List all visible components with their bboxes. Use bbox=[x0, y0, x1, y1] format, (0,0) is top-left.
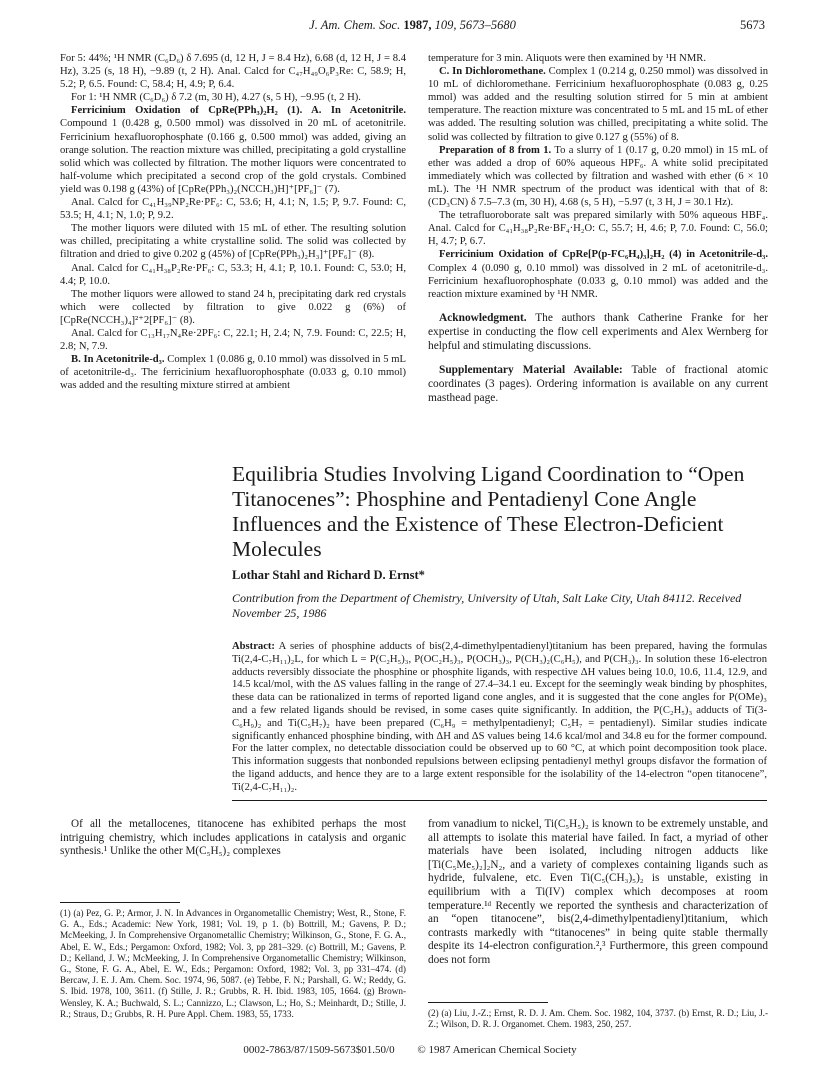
paragraph bbox=[60, 91, 406, 104]
paragraph bbox=[428, 248, 768, 300]
footer-copyright: © 1987 American Chemical Society bbox=[417, 1044, 577, 1056]
paragraph-heading: Acknowledgment. bbox=[439, 311, 527, 324]
article-authors: Lothar Stahl and Richard D. Ernst* bbox=[232, 568, 425, 582]
running-header bbox=[60, 18, 765, 38]
journal-name: J. Am. Chem. Soc. bbox=[309, 18, 401, 32]
paragraph-text: The mother liquors were allowed to stand 24 h, precipitating dark red crystals which were collected by filtration to give 0.022 g (6%) of [CpRe(NCCH₃)₄]²⁺2[PF₆]⁻ (8). bbox=[60, 288, 406, 326]
paragraph-text: The tetrafluoroborate salt was prepared similarly with 50% aqueous HBF₄. Anal. Calcd for C₄₁H₃₈P₂Re·BF₄·H₂O: C, 55.7; H, 4.6; P, 7.0. Found: C, 56.0; H, 4.7; P, 6.7. bbox=[428, 210, 768, 248]
paragraph-text: temperature for 3 min. Aliquots were then examined by ¹H NMR. bbox=[428, 53, 706, 64]
paragraph bbox=[60, 104, 406, 196]
paragraph-text: To a slurry of 1 (0.17 g, 0.20 mmol) in 15 mL of ether was added a drop of 60% aqueous HPF₆. A white solid precipitated immediately which was collected by filtration and washed with ether (6 × 10 mL). The ¹H NMR spectrum of the product was identical with that of 8: (CD₃CN) δ 7.5–7.3 (m, 30 H), 4.68 (s, 5 H), −5.97 (t, 3 H, J = 30.1 Hz). bbox=[428, 144, 768, 209]
footer-code: 0002-7863/87/1509-5673$01.50/0 bbox=[243, 1044, 395, 1056]
intro-left-column bbox=[60, 818, 406, 859]
article-affiliation: Contribution from the Department of Chemistry, University of Utah, Salt Lake City, Utah 84112. Received November 25, 1986 bbox=[232, 591, 742, 620]
paragraph-gap bbox=[428, 301, 768, 311]
paragraph bbox=[60, 222, 406, 261]
paragraph-text: Anal. Calcd for C₁₃H₁₇N₄Re·2PF₆: C, 22.1; H, 2.4; N, 7.9. Found: C, 22.5; H, 2.8; N, 7.9. bbox=[60, 327, 406, 353]
paragraph bbox=[60, 327, 406, 353]
paragraph-text: Anal. Calcd for C₄₁H₃₈P₂Re·PF₆: C, 53.3; H, 4.1; P, 10.1. Found: C, 53.0; H, 4.4; P, 10.0. bbox=[60, 262, 406, 287]
paragraph-heading: Ferricinium Oxidation of CpRe[P(p-FC₆H₄)₃]₂H₂ (4) in Acetonitrile-d₃. bbox=[439, 249, 768, 261]
footnote-rule-right bbox=[428, 1002, 548, 1003]
paragraph bbox=[60, 196, 406, 222]
journal-volume-pages: 109, 5673–5680 bbox=[434, 18, 516, 32]
paragraph bbox=[60, 353, 406, 392]
paragraph-text: Compound 1 (0.428 g, 0.500 mmol) was dissolved in 20 mL of acetonitrile. Ferricinium hexafluorophosphate (0.166 g, 0.500 mmol) was added, giving an orange solution. The reaction mixture was chilled, precipitating a gold crystalline solid which was collected by filtration. The mother liquors were concentrated to half-volume which precipitated a second crop of the gold crystals. Combined yield was 0.198 g (43%) of [CpRe(PPh₃)₂(NCCH₃)H]⁺[PF₆]⁻ (7). bbox=[60, 118, 406, 195]
paragraph bbox=[60, 262, 406, 288]
paragraph-heading: Ferricinium Oxidation of CpRe(PPh₃)₂H₂ (1). A. In Acetonitrile. bbox=[71, 105, 406, 117]
paragraph-text: Anal. Calcd for C₄₁H₃₉NP₂Re·PF₆: C, 53.6; H, 4.1; N, 1.5; P, 9.7. Found: C, 53.5; H, 4.1; N, 1.0; P, 9.2. bbox=[60, 197, 406, 222]
paragraph-heading: Preparation of 8 from 1. bbox=[439, 144, 552, 156]
paragraph-gap bbox=[428, 353, 768, 363]
page-footer bbox=[0, 1044, 820, 1056]
abstract-text: A series of phosphine adducts of bis(2,4-dimethylpentadienyl)titanium has been prepared, having the formulas Ti(2,4-C₇H₁₁)₂L, for which L = P(C₂H₅)₃, P(OC₂H₅)₃, P(OCH₃)₃, P(CH₃)₂(C₆H₅), and P(CH₃)₃. In solution these 16-electron adducts reversibly dissociate the phosphine or phosphite ligands, with respective ΔH values being 10.0, 10.6, 11.4, 12.9, and 14.5 kcal/mol, with the ΔS values falling in the range of 27.4–34.1 eu. Except for the seemingly weak binding by phosphites, these data can be rationalized in terms of reported ligand cone angles, and it is suggested that the cone angles for P(OMe)₃ and a few related ligands should be revised, in some cases quite significantly. In addition, the P(C₂H₅)₃ adducts of Ti(3-C₆H₉)₂ and Ti(C₅H₇)₂ have been prepared (C₆H₉ = methylpentadienyl; C₅H₇ = pentadienyl). Similar studies indicate significantly enhanced phosphine binding, with ΔH and ΔS values being 14.6 kcal/mol and 34.8 eu for the former compound. For the latter complex, no detectable dissociation could be observed up to 60 °C, at which point decomposition took place. This information suggests that nonbonded repulsions between eclipsing pentadienyl methyl groups disfavor the formation of the ligand adducts, and hence they are to a large extent responsible for the isolability of the 14-electron “open titanocene”, Ti(2,4-C₇H₁₁)₂. bbox=[232, 641, 767, 793]
paragraph bbox=[60, 288, 406, 327]
experimental-left-column bbox=[60, 52, 406, 392]
intro-right-column bbox=[428, 818, 768, 968]
abstract-label: Abstract: bbox=[232, 641, 275, 652]
paragraph-text: Complex 4 (0.090 g, 0.10 mmol) was dissolved in 2 mL of acetonitrile-d₃. Ferricinium hexafluorophosphate (0.033 g, 0.10 mmol) was added and the reaction mixture examined by ¹H NMR. bbox=[428, 262, 768, 300]
intro-paragraph-left: Of all the metallocenes, titanocene has exhibited perhaps the most intriguing chemistry, which includes applications in catalysis and organic synthesis.¹ Unlike the other M(C₅H₅)₂ complexes bbox=[60, 818, 406, 858]
paragraph-text: The mother liquors were diluted with 15 mL of ether. The resulting solution was chilled, precipitating a white crystalline solid. The solid was collected by filtration and dried to give 0.202 g (45%) of [CpRe(PPh₃)₂H₃]⁺[PF₆]⁻ (8). bbox=[60, 223, 406, 261]
abstract-rule bbox=[232, 800, 767, 801]
footnote-rule-left bbox=[60, 902, 180, 903]
paragraph bbox=[428, 52, 768, 65]
journal-year: 1987, bbox=[403, 18, 432, 32]
article-title: Equilibria Studies Involving Ligand Coordination to “Open Titanocenes”: Phosphine and Pentadienyl Cone Angle Influences and the Existence of These Electron-Deficient Molecules bbox=[232, 462, 745, 561]
paragraph-heading: Supplementary Material Available: bbox=[439, 363, 623, 376]
intro-paragraph-right: from vanadium to nickel, Ti(C₅H₅)₂ is known to be extremely unstable, and all attempts to isolate this material have failed. In fact, a myriad of other materials have been isolated, including nitrogen adducts like [Ti(C₅Me₅)₂]₂N₂, and a variety of complexes containing ligands such as hydride, fulvalene, etc. Even Ti(C₅(CH₃)₅)₂ is unstable, existing in equilibrium with a Ti(IV) complex which decomposes at room temperature.¹ᵈ Recently we reported the synthesis and characterization of an “open titanocene”, bis(2,4-dimethylpentadienyl)titanium, which contrasts markedly with “titanocenes” in being quite stable thermally despite its 14-electron configuration.²,³ Furthermore, this green compound does not form bbox=[428, 818, 768, 966]
paragraph bbox=[428, 363, 768, 405]
footnote-2: (2) (a) Liu, J.-Z.; Ernst, R. D. J. Am. Chem. Soc. 1982, 104, 3737. (b) Ernst, R. D.; Liu, J.-Z.; Wilson, D. R. J. Organomet. Chem. 1983, 250, 257. bbox=[428, 1008, 768, 1030]
paragraph-heading: C. In Dichloromethane. bbox=[439, 66, 546, 78]
paragraph-text: The authors thank Catherine Franke for her expertise in conducting the flow cell experiments and Alex Wernberg for helpful and stimulating discussions. bbox=[428, 311, 768, 352]
paragraph bbox=[428, 209, 768, 248]
paragraph-text: For 5: 44%; ¹H NMR (C₆D₆) δ 7.695 (d, 12 H, J = 8.4 Hz), 6.68 (d, 12 H, J = 8.4 Hz), 3.25 (s, 18 H), −9.89 (t, 2 H). Anal. Calcd for C₄₇H₄₉O₆P₃Re: C, 58.9; H, 5.2; P, 6.5. Found: C, 58.4; H, 4.9; P, 6.4. bbox=[60, 53, 406, 91]
abstract bbox=[232, 641, 767, 795]
paragraph-text: For 1: ¹H NMR (C₆D₆) δ 7.2 (m, 30 H), 4.27 (s, 5 H), −9.95 (t, 2 H). bbox=[71, 92, 361, 104]
footnote-1: (1) (a) Pez, G. P.; Armor, J. N. In Advances in Organometallic Chemistry; West, R., Stone, F. G. A., Eds.; Academic: New York, 1981; Vol. 19, p 1. (b) Bottrill, M.; Gavens, P. D.; McMeeking, J. In Comprehensive Organometallic Chemistry; Wilkinson, G., Stone, F. G. A., Abel, E. W., Eds.; Pergamon: Oxford, 1982; Vol. 3, pp 281–329. (c) Bottrill, M.; Gavens, P. D.; Kelland, J. W.; McMeeking, J. In Comprehensive Organometallic Chemistry; Wilkinson, G., Stone, F. G. A., Abel, E. W., Eds.; Pergamon: Oxford, 1982; Vol. 3, pp 331–474. (d) Bercaw, J. E. J. Am. Chem. Soc. 1974, 96, 5087. (e) Tebbe, F. N.; Parshall, G. W.; Reddy, G. S. Ibid. 1978, 100, 3611. (f) Stille, J. R.; Grubbs, R. H. Ibid. 1983, 105, 1664. (g) Brown-Wensley, K. A.; Buchwald, S. L.; Cannizzo, L.; Clawson, L.; Ho, S.; Meinhardt, D.; Stille, J. R.; Straus, D.; Grubbs, R. H. Pure Appl. Chem. 1983, 55, 1733. bbox=[60, 908, 406, 1019]
journal-citation bbox=[60, 18, 765, 33]
paragraph bbox=[60, 52, 406, 91]
experimental-right-column bbox=[428, 52, 768, 405]
paragraph bbox=[428, 144, 768, 209]
paragraph-text: Complex 1 (0.086 g, 0.10 mmol) was dissolved in 5 mL of acetonitrile-d₃. The ferricinium hexafluorophosphate (0.033 g, 0.10 mmol) was added and the resulting mixture stirred at ambient bbox=[60, 354, 406, 392]
page-number: 5673 bbox=[740, 18, 765, 32]
paragraph-heading: B. In Acetonitrile-d₃. bbox=[71, 354, 165, 366]
paragraph bbox=[428, 65, 768, 144]
paragraph bbox=[428, 311, 768, 353]
paragraph-text: Complex 1 (0.214 g, 0.250 mmol) was dissolved in 10 mL of dichloromethane. Ferricinium hexafluorophosphate (0.083 g, 0.25 mmol) was added and the resulting solution stirred for 5 min at ambient temperature. The reaction mixture was concentrated to 5 mL and 15 mL of ether was added. The resulting solution was chilled, precipitating a white solid. The solid was collected by filtration to give 0.127 g (55%) of 8. bbox=[428, 66, 768, 143]
paragraph-text: Table of fractional atomic coordinates (3 pages). Ordering information is available on any current masthead page. bbox=[428, 363, 768, 404]
